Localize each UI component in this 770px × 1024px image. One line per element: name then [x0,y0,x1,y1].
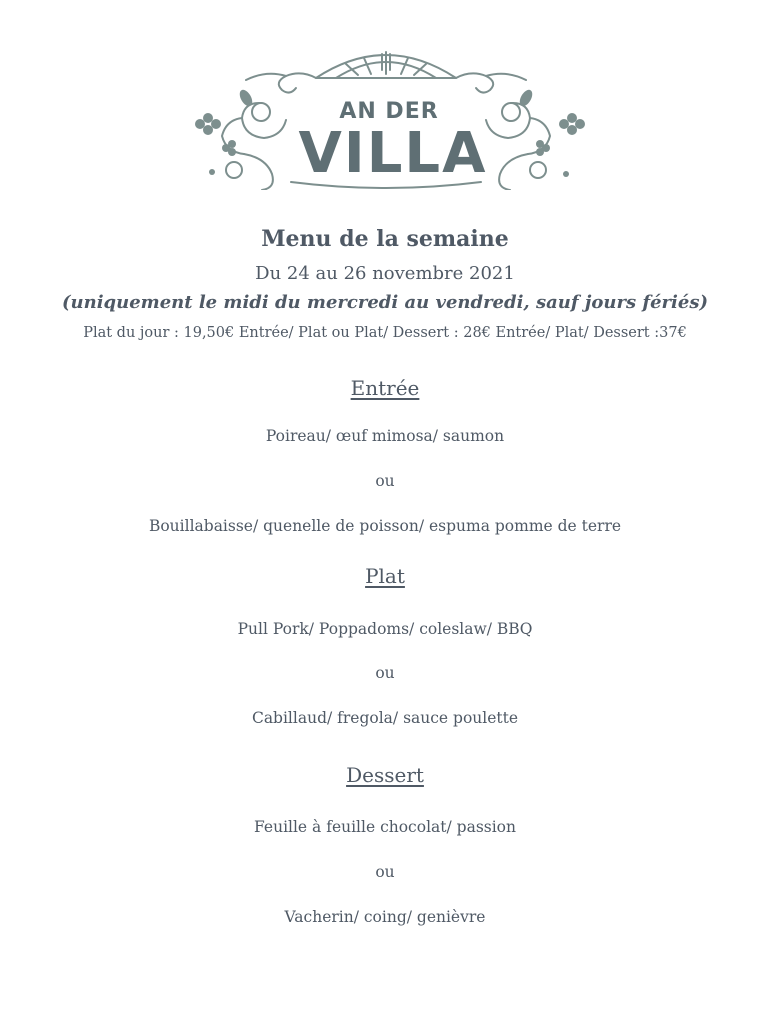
menu-title: Menu de la semaine [261,226,509,252]
dish-option: Vacherin/ coing/ genièvre [284,908,486,926]
section-heading-plat: Plat [365,564,405,588]
dish-option: Bouillabaisse/ quenelle de poisson/ espuma pomme de terre [148,517,622,535]
an-der-villa-logo [186,40,586,190]
availability-note: (uniquement le midi du mercredi au vendredi, sauf jours fériés) [62,292,708,313]
or-separator: ou [375,664,395,682]
section-heading-entree: Entrée [350,376,420,400]
dish-option: Poireau/ œuf mimosa/ saumon [265,427,505,445]
price-list: Plat du jour : 19,50€ Entrée/ Plat ou Plat/ Dessert : 28€ Entrée/ Plat/ Dessert :37€ [83,325,687,341]
svg-text:AN DER: AN DER [339,99,439,124]
svg-text:VILLA: VILLA [298,121,488,186]
or-separator: ou [375,472,395,490]
date-range: Du 24 au 26 novembre 2021 [255,263,515,284]
dish-option: Feuille à feuille chocolat/ passion [254,818,516,836]
dish-option: Pull Pork/ Poppadoms/ coleslaw/ BBQ [237,620,533,638]
dish-option: Cabillaud/ fregola/ sauce poulette [251,709,519,727]
section-heading-dessert: Dessert [346,763,424,787]
or-separator: ou [375,863,395,881]
